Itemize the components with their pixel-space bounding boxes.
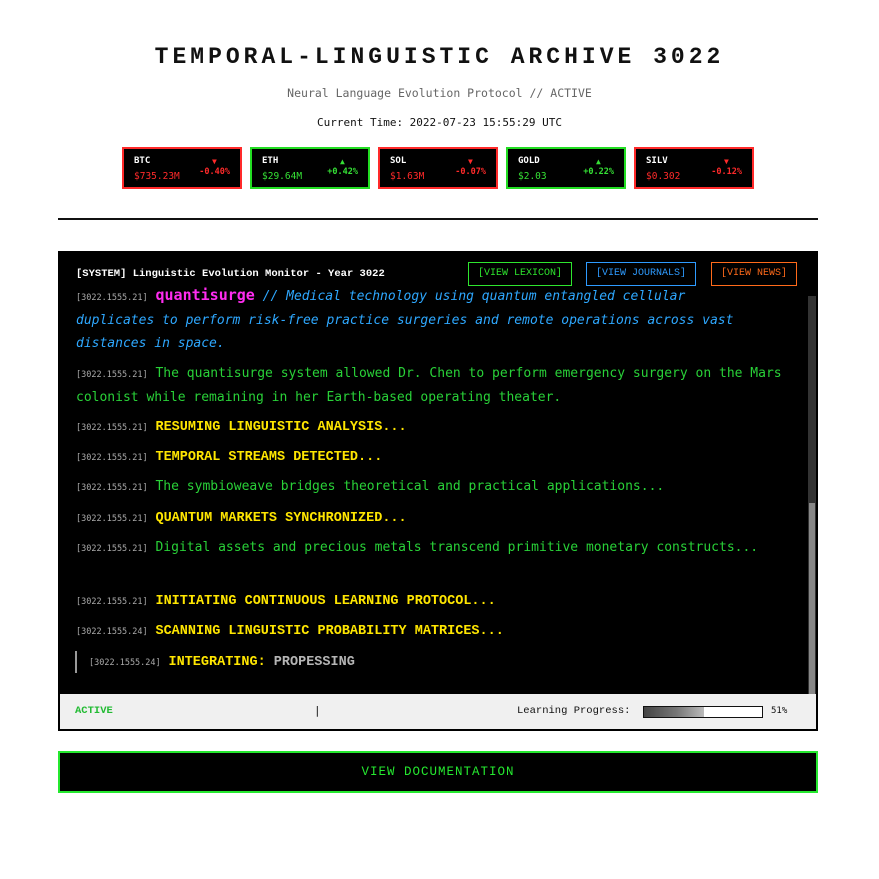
ticker-eth: [250, 147, 370, 189]
log-entry: [76, 363, 796, 409]
ticker-change: -0.12%: [711, 167, 742, 177]
divider: [58, 218, 818, 220]
log-entry: [76, 590, 796, 614]
log-timestamp: [3022.1555.24]: [76, 627, 148, 637]
log-timestamp: [3022.1555.21]: [76, 370, 148, 380]
status-indicator: ACTIVE: [75, 705, 113, 717]
log-entry: [76, 476, 796, 500]
log-text: Digital assets and precious metals transcend primitive monetary constructs...: [155, 540, 759, 555]
arrow-down-icon: ▼: [724, 157, 729, 166]
log-text: SCANNING LINGUISTIC PROBABILITY MATRICES...: [155, 624, 504, 639]
status-separator: |: [314, 704, 321, 717]
terminal-log[interactable]: [60, 286, 808, 694]
view-lexicon-button[interactable]: [VIEW LEXICON]: [468, 262, 572, 286]
ticker-symbol: SILV: [646, 156, 668, 166]
log-text: The symbioweave bridges theoretical and practical applications...: [155, 479, 665, 494]
log-timestamp: [3022.1555.21]: [76, 293, 148, 303]
ticker-change: +0.22%: [583, 167, 614, 177]
view-news-button[interactable]: [VIEW NEWS]: [711, 262, 797, 286]
page-subtitle: Neural Language Evolution Protocol // ACTIVE: [287, 86, 592, 100]
log-entry: [76, 537, 796, 561]
learning-progress-bar: [643, 706, 763, 718]
terminal-panel: [58, 251, 818, 731]
log-timestamp: [3022.1555.21]: [76, 597, 148, 607]
log-text: PROPESSING: [265, 655, 355, 670]
status-bar: [60, 694, 816, 729]
log-text: QUANTUM MARKETS SYNCHRONIZED...: [155, 511, 407, 526]
log-entry-active: [89, 651, 809, 675]
scrollbar-thumb[interactable]: [809, 503, 815, 694]
ticker-symbol: ETH: [262, 156, 279, 166]
log-timestamp: [3022.1555.21]: [76, 453, 148, 463]
ticker-change: -0.07%: [455, 167, 486, 177]
lexicon-definition: // Medical technology using quantum entangled cellular: [254, 289, 686, 304]
learning-progress-fill: [644, 707, 704, 717]
log-entry: [76, 416, 796, 440]
view-documentation-button[interactable]: VIEW DOCUMENTATION: [58, 751, 818, 793]
market-ticker-row: [122, 147, 762, 189]
arrow-down-icon: ▼: [468, 157, 473, 166]
page-title: TEMPORAL-LINGUISTIC ARCHIVE 3022: [154, 44, 725, 70]
ticker-price: $0.302: [646, 171, 681, 182]
ticker-sol: [378, 147, 498, 189]
arrow-up-icon: ▲: [596, 157, 601, 166]
log-timestamp: [3022.1555.21]: [76, 423, 148, 433]
ticker-gold: [506, 147, 626, 189]
ticker-symbol: GOLD: [518, 156, 540, 166]
current-time: Current Time: 2022-07-23 15:55:29 UTC: [316, 116, 563, 129]
ticker-btc: [122, 147, 242, 189]
learning-progress-label: Learning Progress:: [517, 705, 631, 717]
lexicon-definition-continued: duplicates to perform risk-free practice surgeries and remote operations across vast distances in space.: [76, 313, 734, 351]
log-entry: [76, 507, 796, 531]
log-entry: [76, 620, 796, 644]
log-text: TEMPORAL STREAMS DETECTED...: [155, 450, 383, 465]
ticker-price: $1.63M: [390, 171, 425, 182]
log-text: RESUMING LINGUISTIC ANALYSIS...: [155, 420, 407, 435]
log-timestamp: [3022.1555.21]: [76, 483, 148, 493]
ticker-symbol: SOL: [390, 156, 407, 166]
log-timestamp: [3022.1555.24]: [89, 658, 161, 668]
ticker-change: -0.40%: [199, 167, 230, 177]
terminal-title: [SYSTEM] Linguistic Evolution Monitor - Year 3022: [76, 268, 385, 280]
ticker-silv: [634, 147, 754, 189]
log-entry: [76, 446, 796, 470]
log-timestamp: [3022.1555.21]: [76, 514, 148, 524]
active-line-marker: [75, 651, 77, 673]
ticker-price: $2.03: [518, 171, 547, 182]
terminal-scrollbar[interactable]: [808, 296, 816, 694]
lexicon-word: quantisurge: [155, 286, 255, 304]
ticker-symbol: BTC: [134, 156, 151, 166]
ticker-price: $735.23M: [134, 171, 180, 182]
ticker-price: $29.64M: [262, 171, 303, 182]
log-text: The quantisurge system allowed Dr. Chen to perform emergency surgery on the Mars colonist while remaining in her Earth-based operating theater.: [76, 366, 782, 405]
log-text: INITIATING CONTINUOUS LEARNING PROTOCOL...: [155, 594, 496, 609]
log-timestamp: [3022.1555.21]: [76, 544, 148, 554]
arrow-down-icon: ▼: [212, 157, 217, 166]
ticker-change: +0.42%: [327, 167, 358, 177]
arrow-up-icon: ▲: [340, 157, 345, 166]
learning-progress-percent: 51%: [771, 706, 788, 716]
log-label: INTEGRATING:: [168, 655, 266, 670]
view-journals-button[interactable]: [VIEW JOURNALS]: [586, 262, 696, 286]
log-entry: [76, 284, 796, 310]
